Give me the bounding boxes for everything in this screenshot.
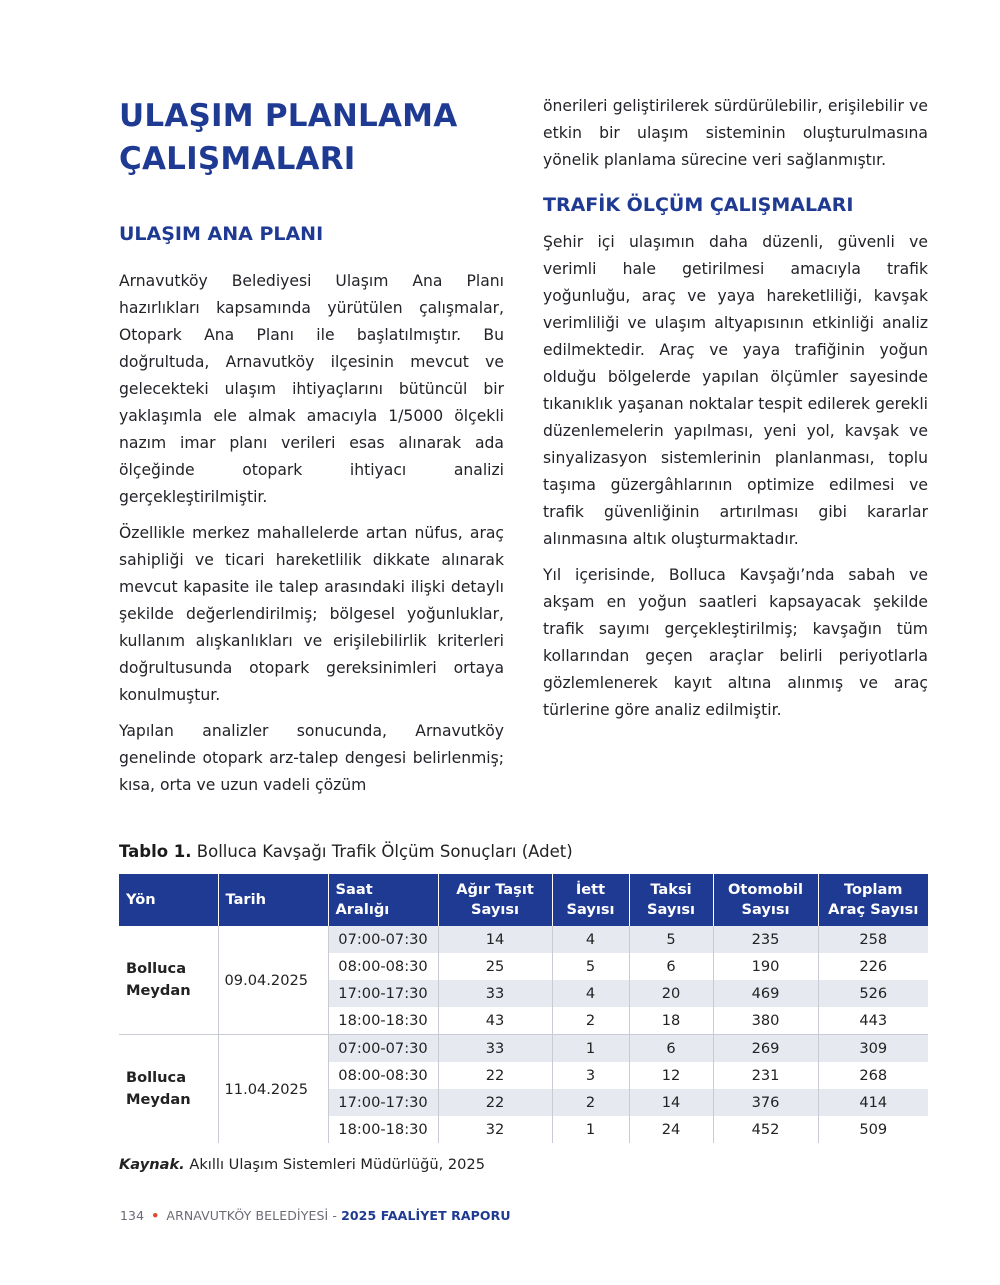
taxi-cell: 5 xyxy=(629,926,713,953)
time-cell: 07:00-07:30 xyxy=(328,926,438,953)
iett-cell: 4 xyxy=(552,980,629,1007)
heavy-cell: 14 xyxy=(438,926,552,953)
section-title-traffic-measurement: TRAFİK ÖLÇÜM ÇALIŞMALARI xyxy=(543,194,854,216)
table-header-row xyxy=(119,874,928,926)
heavy-cell: 22 xyxy=(438,1089,552,1116)
time-cell: 08:00-08:30 xyxy=(328,953,438,980)
page-title-line-2: ÇALIŞMALARI xyxy=(119,141,356,177)
left-column xyxy=(119,95,504,799)
bullet-dot-icon: • xyxy=(151,1208,160,1223)
footer-separator: - xyxy=(332,1208,337,1223)
car-cell: 235 xyxy=(713,926,818,953)
iett-cell: 2 xyxy=(552,1089,629,1116)
iett-cell: 5 xyxy=(552,953,629,980)
total-cell: 268 xyxy=(818,1062,928,1089)
iett-cell: 1 xyxy=(552,1116,629,1143)
total-cell: 414 xyxy=(818,1089,928,1116)
iett-cell: 3 xyxy=(552,1062,629,1089)
time-cell: 07:00-07:30 xyxy=(328,1035,438,1063)
total-cell: 443 xyxy=(818,1007,928,1035)
paragraph: Şehir içi ulaşımın daha düzenli, güvenli ve verimli hale getirilmesi amacıyla trafik yoğunluğu, araç ve yaya hareketliliği, kavşak verimliliği ve ulaşım altyapısının etkinliği analiz edilmektedir. Araç ve yaya trafiğinin yoğun olduğu bölgelerde yapılan ölçümler sayesinde tıkanıklık yaşanan noktalar tespit edilerek gerekli düzenlemelerin yapılması, yeni yol, kavşak ve sinyalizasyon sistemlerinin planlanması, toplu taşıma güzergâhlarının optimize edilmesi ve trafik güvenliğinin artırılması gibi kararlar alınmasına altık oluşturmaktadır. xyxy=(543,233,928,548)
paragraph: Yapılan analizler sonucunda, Arnavutköy genelinde otopark arz-talep dengesi belirlenmiş; kısa, orta ve uzun vadeli çözüm xyxy=(119,722,504,794)
car-cell: 269 xyxy=(713,1035,818,1063)
header-date: Tarih xyxy=(218,874,328,926)
page-title-line-1: ULAŞIM PLANLAMA xyxy=(119,98,458,134)
taxi-cell: 12 xyxy=(629,1062,713,1089)
car-cell: 376 xyxy=(713,1089,818,1116)
taxi-cell: 6 xyxy=(629,1035,713,1063)
total-cell: 526 xyxy=(818,980,928,1007)
table-source xyxy=(119,1156,485,1173)
direction-cell: Bolluca Meydan xyxy=(119,926,218,1035)
taxi-cell: 24 xyxy=(629,1116,713,1143)
date-cell: 09.04.2025 xyxy=(218,926,328,1035)
heavy-cell: 33 xyxy=(438,980,552,1007)
heavy-cell: 22 xyxy=(438,1062,552,1089)
header-direction: Yön xyxy=(119,874,218,926)
source-label: Kaynak. xyxy=(119,1156,185,1173)
time-cell: 18:00-18:30 xyxy=(328,1007,438,1035)
taxi-cell: 6 xyxy=(629,953,713,980)
car-cell: 380 xyxy=(713,1007,818,1035)
total-cell: 226 xyxy=(818,953,928,980)
header-iett: İett Sayısı xyxy=(552,874,629,926)
paragraph: Arnavutköy Belediyesi Ulaşım Ana Planı hazırlıkları kapsamında yürütülen çalışmalar, Otopark Ana Planı ile başlatılmıştır. Bu doğrultuda, Arnavutköy ilçesinin mevcut ve gelecekteki ulaşım ihtiyaçlarını bütüncül bir yaklaşımla ele almak amacıyla 1/5000 ölçekli nazım imar planı verileri esas alınarak ada ölçeğinde otopark ihtiyacı analizi gerçekleştirilmiştir. xyxy=(119,272,504,506)
iett-cell: 4 xyxy=(552,926,629,953)
right-column xyxy=(543,95,928,724)
table-row xyxy=(119,926,928,953)
taxi-cell: 18 xyxy=(629,1007,713,1035)
page-footer xyxy=(120,1208,511,1223)
footer-report-title: 2025 FAALİYET RAPORU xyxy=(341,1208,511,1223)
footer-organization: ARNAVUTKÖY BELEDİYESİ xyxy=(166,1208,329,1223)
table-row xyxy=(119,1035,928,1063)
taxi-cell: 20 xyxy=(629,980,713,1007)
header-total: Toplam Araç Sayısı xyxy=(818,874,928,926)
traffic-table xyxy=(119,874,928,1143)
paragraph: Yıl içerisinde, Bolluca Kavşağı’nda sabah ve akşam en yoğun saatleri kapsayacak şekilde trafik sayımı gerçekleştirilmiş; kavşağın tüm kollarından geçen araçlar belirli periyotlarla gözlemlenerek kayıt altına alınmış ve araç türlerine göre analiz edilmiştir. xyxy=(543,566,928,719)
total-cell: 309 xyxy=(818,1035,928,1063)
heavy-cell: 25 xyxy=(438,953,552,980)
total-cell: 509 xyxy=(818,1116,928,1143)
total-cell: 258 xyxy=(818,926,928,953)
page-number: 134 xyxy=(120,1208,145,1223)
iett-cell: 2 xyxy=(552,1007,629,1035)
iett-cell: 1 xyxy=(552,1035,629,1063)
car-cell: 231 xyxy=(713,1062,818,1089)
table-caption xyxy=(119,841,573,863)
table-caption-text: Bolluca Kavşağı Trafik Ölçüm Sonuçları (Adet) xyxy=(191,842,573,861)
car-cell: 452 xyxy=(713,1116,818,1143)
direction-cell: Bolluca Meydan xyxy=(119,1035,218,1144)
heavy-cell: 33 xyxy=(438,1035,552,1063)
source-text: Akıllı Ulaşım Sistemleri Müdürlüğü, 2025 xyxy=(184,1156,485,1173)
table-caption-label: Tablo 1. xyxy=(119,842,192,861)
header-taxi: Taksi Sayısı xyxy=(629,874,713,926)
paragraph-continuation: önerileri geliştirilerek sürdürülebilir, erişilebilir ve etkin bir ulaşım sisteminin oluşturulmasına yönelik planlama sürecine veri sağlanmıştır. xyxy=(543,97,928,169)
car-cell: 190 xyxy=(713,953,818,980)
paragraph: Özellikle merkez mahallelerde artan nüfus, araç sahipliği ve ticari hareketlilik dikkate alınarak mevcut kapasite ile talep arasındaki ilişki detaylı şekilde değerlendirilmiş; bölgesel yoğunluklar, kullanım alışkanlıkları ve erişilebilirlik kriterleri doğrultusunda otopark gereksinimleri ortaya konulmuştur. xyxy=(119,524,504,704)
car-cell: 469 xyxy=(713,980,818,1007)
header-heavy-vehicle: Ağır Taşıt Sayısı xyxy=(438,874,552,926)
time-cell: 17:00-17:30 xyxy=(328,1089,438,1116)
heavy-cell: 32 xyxy=(438,1116,552,1143)
page-title xyxy=(119,95,504,181)
header-car: Otomobil Sayısı xyxy=(713,874,818,926)
section-title-transport-master-plan: ULAŞIM ANA PLANI xyxy=(119,223,324,245)
date-cell: 11.04.2025 xyxy=(218,1035,328,1144)
header-time-range: Saat Aralığı xyxy=(328,874,438,926)
time-cell: 18:00-18:30 xyxy=(328,1116,438,1143)
taxi-cell: 14 xyxy=(629,1089,713,1116)
heavy-cell: 43 xyxy=(438,1007,552,1035)
time-cell: 08:00-08:30 xyxy=(328,1062,438,1089)
time-cell: 17:00-17:30 xyxy=(328,980,438,1007)
